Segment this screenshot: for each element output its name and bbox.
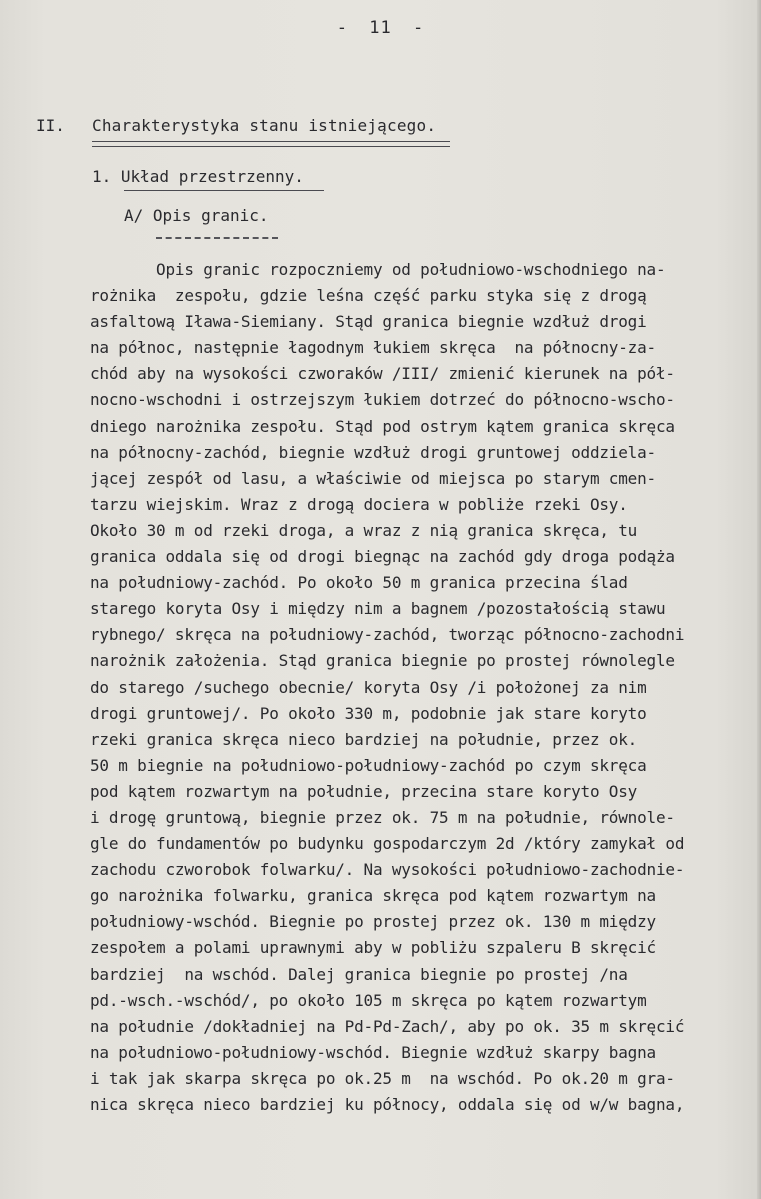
chapter-number: II. [36, 116, 65, 135]
body-line: i tak jak skarpa skręca po ok.25 m na wschód. Po ok.20 m gra- [90, 1068, 675, 1088]
body-line: granica oddala się od drogi biegnąc na zachód gdy droga podąża [90, 547, 675, 567]
body-line: chód aby na wysokości czworaków /III/ zmienić kierunek na pół- [90, 364, 675, 384]
body-line: tarzu wiejskim. Wraz z drogą dociera w pobliże rzeki Osy. [90, 494, 628, 514]
page-number: - 11 - [336, 18, 425, 38]
body-line: narożnik założenia. Stąd granica biegnie po prostej równolegle [90, 651, 675, 671]
body-line: na południe /dokładniej na Pd-Pd-Zach/, aby po ok. 35 m skręcić [90, 1016, 685, 1036]
body-line: 50 m biegnie na południowo-południowy-zachód po czym skręca [90, 755, 647, 775]
page-edge-shadow [757, 0, 761, 1199]
body-line: drogi gruntowej/. Po około 330 m, podobnie jak stare koryto [90, 703, 647, 723]
body-line: pd.-wsch.-wschód/, po około 105 m skręca po kątem rozwartym [90, 990, 647, 1010]
body-line: i drogę gruntową, biegnie przez ok. 75 m na południe, równole- [90, 807, 675, 827]
body-line: gle do fundamentów po budynku gospodarczym 2d /który zamykał od [90, 834, 685, 854]
chapter-title: Charakterystyka stanu istniejącego. [92, 116, 437, 135]
body-line: bardziej na wschód. Dalej granica biegnie po prostej /na [90, 964, 628, 984]
body-line: na północ, następnie łagodnym łukiem skręca na północny-za- [90, 338, 656, 358]
body-line: rybnego/ skręca na południowy-zachód, tworząc północno-zachodni [90, 625, 685, 645]
chapter-heading [36, 116, 436, 135]
body-text [90, 257, 755, 1118]
body-line: nica skręca nieco bardziej ku północy, oddala się od w/w bagna, [90, 1095, 685, 1114]
body-line: rzeki granica skręca nieco bardziej na południe, przez ok. [90, 729, 638, 749]
section-heading: 1. Układ przestrzenny. [92, 167, 304, 186]
body-line: zespołem a polami uprawnymi aby w pobliżu szpaleru B skręcić [90, 938, 656, 958]
body-line: go narożnika folwarku, granica skręca pod kątem rozwartym na [90, 886, 656, 906]
body-line: jącej zespół od lasu, a właściwie od miejsca po starym cmen- [90, 468, 656, 488]
body-line: zachodu czworobok folwarku/. Na wysokości południowo-zachodnie- [90, 860, 685, 880]
subsection-underline [156, 237, 278, 239]
section-underline [124, 190, 324, 191]
body-line: na północny-zachód, biegnie wzdłuż drogi gruntowej oddziela- [90, 442, 656, 462]
subsection-heading: A/ Opis granic. [124, 206, 269, 225]
body-line: pod kątem rozwartym na południe, przecina stare koryto Osy [90, 781, 638, 801]
body-line: Około 30 m od rzeki droga, a wraz z nią granica skręca, tu [90, 520, 638, 540]
body-line: rożnika zespołu, gdzie leśna część parku styka się z drogą [90, 286, 647, 306]
body-line: asfaltową Iława-Siemiany. Stąd granica biegnie wzdłuż drogi [90, 312, 647, 332]
body-line: dniego narożnika zespołu. Stąd pod ostrym kątem granica skręca [90, 416, 675, 436]
body-line: południowy-wschód. Biegnie po prostej przez ok. 130 m między [90, 912, 656, 932]
body-line: do starego /suchego obecnie/ koryta Osy /i położonej za nim [90, 677, 647, 697]
body-line: na południowo-południowy-wschód. Biegnie wzdłuż skarpy bagna [90, 1042, 656, 1062]
body-line: na południowy-zachód. Po około 50 m granica przecina ślad [90, 573, 628, 593]
body-line: starego koryta Osy i między nim a bagnem /pozostałością stawu [90, 599, 666, 619]
chapter-double-underline [92, 141, 450, 147]
body-line: nocno-wschodni i ostrzejszym łukiem dotrzeć do północno-wscho- [90, 390, 675, 410]
body-line: Opis granic rozpoczniemy od południowo-wschodniego na- [90, 260, 666, 279]
